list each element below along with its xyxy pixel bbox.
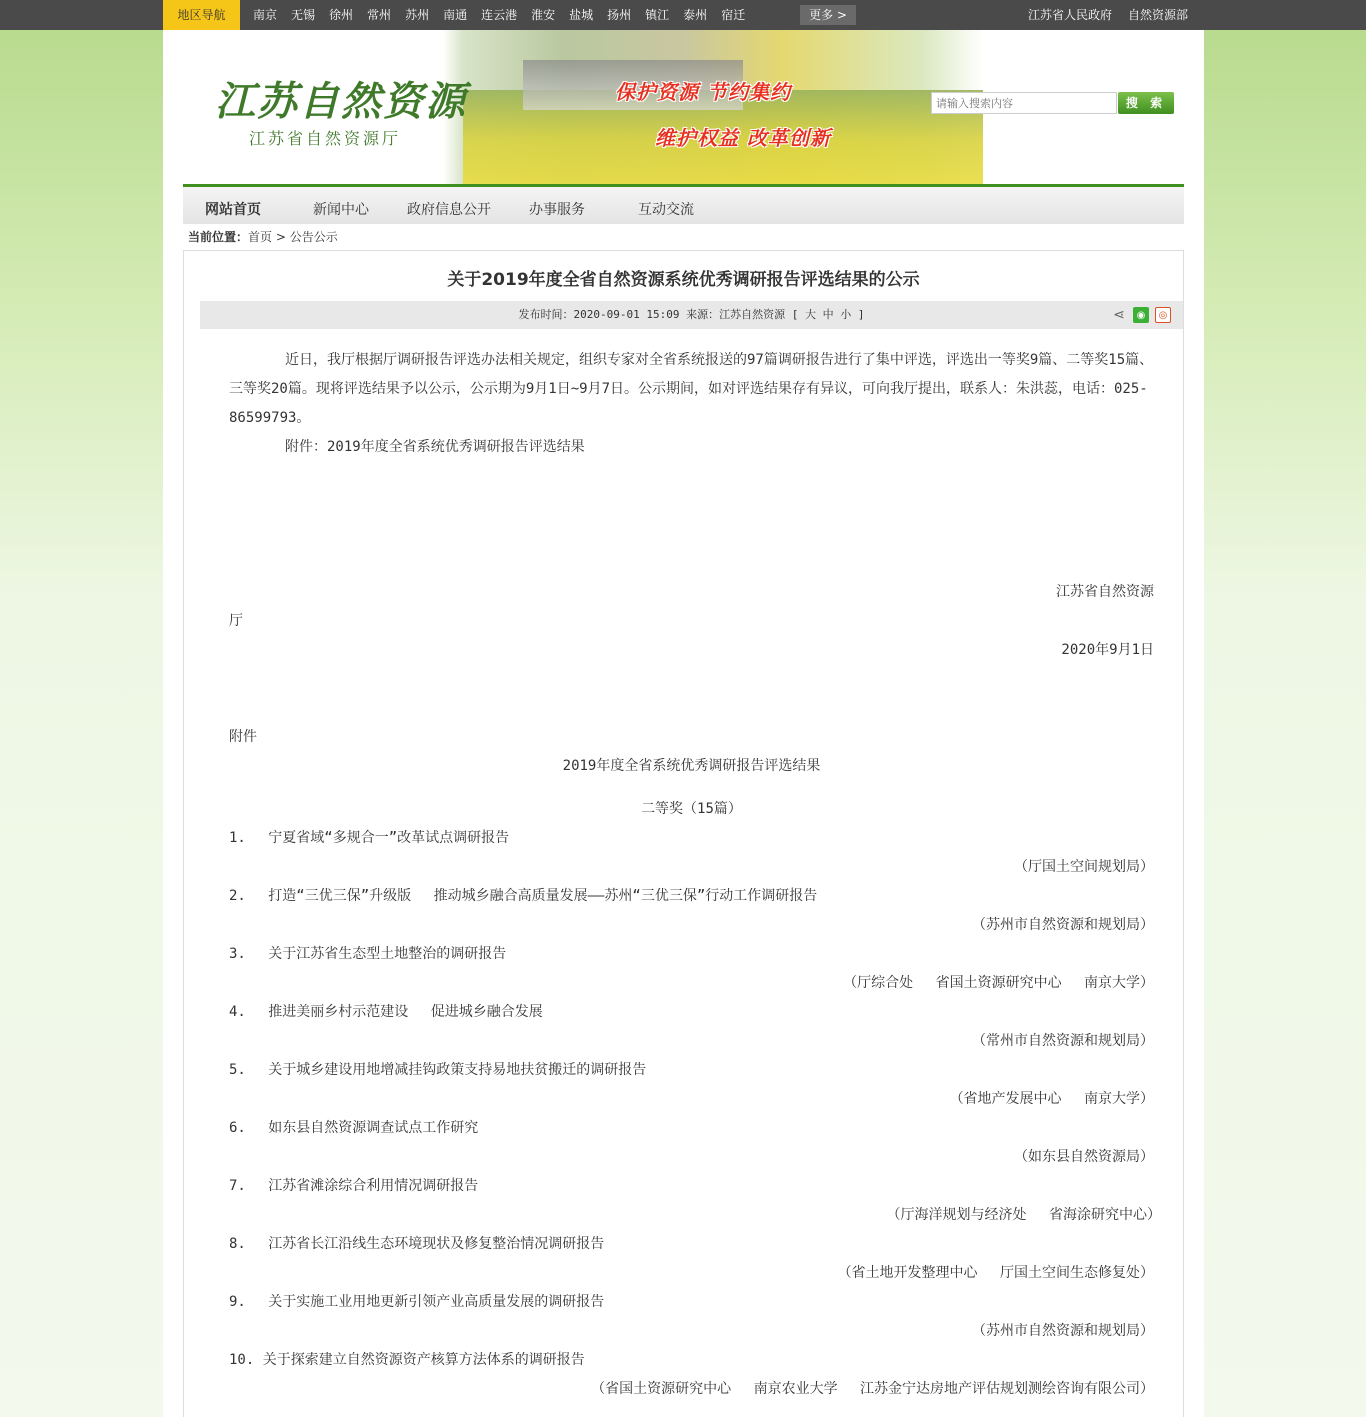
award-item-title: 1. 宁夏省域“多规合一”改革试点调研报告 (229, 830, 510, 846)
award-item-unit: （如东县自然资源局） (1014, 1149, 1154, 1165)
nav-item-home[interactable]: 网站首页 (205, 202, 261, 218)
article-meta: 发布时间：2020-09-01 15:09 来源：江苏自然资源 [ 大 中 小 ] (518, 308, 865, 321)
share-icon[interactable]: ⋖ (1113, 307, 1125, 323)
article-attachment-line: 附件：2019年度全省系统优秀调研报告评选结果 (285, 439, 585, 455)
award-item-title: 8. 江苏省长江沿线生态环境现状及修复整治情况调研报告 (229, 1236, 605, 1252)
nav-item-interaction[interactable]: 互动交流 (638, 202, 694, 218)
page-container (163, 30, 1204, 1417)
award-item-unit: （厅海洋规划与经济处 省海涂研究中心） (886, 1207, 1168, 1223)
main-nav (183, 184, 1184, 224)
top-region-bar (0, 0, 1366, 30)
article-title: 关于2019年度全省自然资源系统优秀调研报告评选结果的公示 (447, 270, 920, 290)
breadcrumb-label: 当前位置： (188, 230, 249, 244)
article-date: 2020年9月1日 (1061, 642, 1154, 658)
award-item-unit: （省国土资源研究中心 南京农业大学 江苏金宁达房地产评估规划测绘咨询有限公司） (591, 1381, 1154, 1397)
search-input[interactable] (931, 92, 1117, 114)
article-meta-bar (200, 301, 1183, 329)
city-link-huaian[interactable]: 淮安 (531, 8, 556, 22)
city-link-suzhou[interactable]: 苏州 (405, 8, 430, 22)
city-link-taizhou[interactable]: 泰州 (683, 8, 708, 22)
breadcrumb (188, 228, 338, 246)
more-cities-button[interactable]: 更多 > (800, 5, 856, 25)
top-links (1012, 0, 1188, 30)
city-link-suqian[interactable]: 宿迁 (721, 8, 746, 22)
award-item-title: 5. 关于城乡建设用地增减挂钩政策支持易地扶贫搬迁的调研报告 (229, 1062, 647, 1078)
award-list (229, 824, 1168, 1404)
award-item-title: 3. 关于江苏省生态型土地整治的调研报告 (229, 946, 507, 962)
award-item-title: 10. 关于探索建立自然资源资产核算方法体系的调研报告 (229, 1352, 585, 1368)
city-link-zhenjiang[interactable]: 镇江 (645, 8, 670, 22)
nav-item-services[interactable]: 办事服务 (529, 202, 585, 218)
award-item-unit: （厅国土空间规划局） (1014, 859, 1154, 875)
breadcrumb-separator: > (275, 230, 286, 244)
annex-label: 附件 (229, 729, 257, 745)
section-title: 二等奖（15篇） (641, 801, 742, 817)
signature-line-2: 厅 (229, 613, 243, 629)
city-list (253, 0, 759, 30)
slogan-line-1: 保护资源 节约集约 (615, 80, 791, 104)
award-item-unit: （省土地开发整理中心 厅国土空间生态修复处） (837, 1265, 1154, 1281)
signature-line-1: 江苏省自然资源 (1056, 584, 1154, 600)
annex-title: 2019年度全省系统优秀调研报告评选结果 (562, 758, 821, 774)
link-jiangsu-government[interactable]: 江苏省人民政府 (1027, 8, 1112, 22)
nav-item-gov-info[interactable]: 政府信息公开 (407, 202, 491, 218)
city-link-yancheng[interactable]: 盐城 (569, 8, 594, 22)
region-nav-label: 地区导航 (163, 0, 240, 30)
city-link-xuzhou[interactable]: 徐州 (329, 8, 354, 22)
award-item-title: 6. 如东县自然资源调查试点工作研究 (229, 1120, 479, 1136)
city-link-nanjing[interactable]: 南京 (253, 8, 278, 22)
city-link-changzhou[interactable]: 常州 (367, 8, 392, 22)
award-item-title: 7. 江苏省滩涂综合利用情况调研报告 (229, 1178, 479, 1194)
breadcrumb-home[interactable]: 首页 (248, 230, 273, 244)
award-item-title: 9. 关于实施工业用地更新引领产业高质量发展的调研报告 (229, 1294, 605, 1310)
site-logo-subtitle: 江苏省自然资源厅 (249, 129, 402, 148)
top-region-bar-inner (163, 0, 1204, 30)
city-link-wuxi[interactable]: 无锡 (291, 8, 316, 22)
article-paragraph-intro: 近日，我厅根据厅调研报告评选办法相关规定，组织专家对全省系统报送的97篇调研报告进行了集中评选，评选出一等奖9篇、二等奖15篇、三等奖20篇。现将评选结果予以公示，公示期为9月1日~9月7日。公示期间，如对评选结果存有异议，可向我厅提出，联系人：朱洪蕊，电话：025-86599793。 (229, 352, 1154, 426)
nav-item-news[interactable]: 新闻中心 (313, 202, 369, 218)
award-item-title: 2. 打造“三优三保”升级版 推动城乡融合高质量发展——苏州“三优三保”行动工作调研报告 (229, 888, 818, 904)
article-container (183, 250, 1184, 1417)
award-item-title: 4. 推进美丽乡村示范建设 促进城乡融合发展 (229, 1004, 543, 1020)
award-item-unit: （苏州市自然资源和规划局） (972, 917, 1154, 933)
spacer (229, 462, 1154, 578)
breadcrumb-current[interactable]: 公告公示 (289, 230, 338, 244)
search-button[interactable]: 搜 索 (1118, 92, 1174, 114)
share-icons (1105, 307, 1171, 323)
weibo-icon[interactable]: ◎ (1155, 307, 1171, 323)
city-link-lianyungang[interactable]: 连云港 (481, 8, 518, 22)
slogan-line-2: 维护权益 改革创新 (655, 126, 831, 150)
article-content (229, 346, 1168, 1404)
award-item-unit: （省地产发展中心 南京大学） (949, 1091, 1154, 1107)
link-ministry-natural-resources[interactable]: 自然资源部 (1127, 8, 1188, 22)
header-banner (163, 30, 1204, 184)
award-item-unit: （苏州市自然资源和规划局） (972, 1323, 1154, 1339)
spacer (229, 665, 1154, 723)
city-link-yangzhou[interactable]: 扬州 (607, 8, 632, 22)
city-link-nantong[interactable]: 南通 (443, 8, 468, 22)
award-item-unit: （常州市自然资源和规划局） (972, 1033, 1154, 1049)
site-logo-title[interactable]: 江苏自然资源 (215, 78, 467, 125)
award-item-unit: （厅综合处 省国土资源研究中心 南京大学） (843, 975, 1154, 991)
wechat-icon[interactable]: ◉ (1133, 307, 1149, 323)
